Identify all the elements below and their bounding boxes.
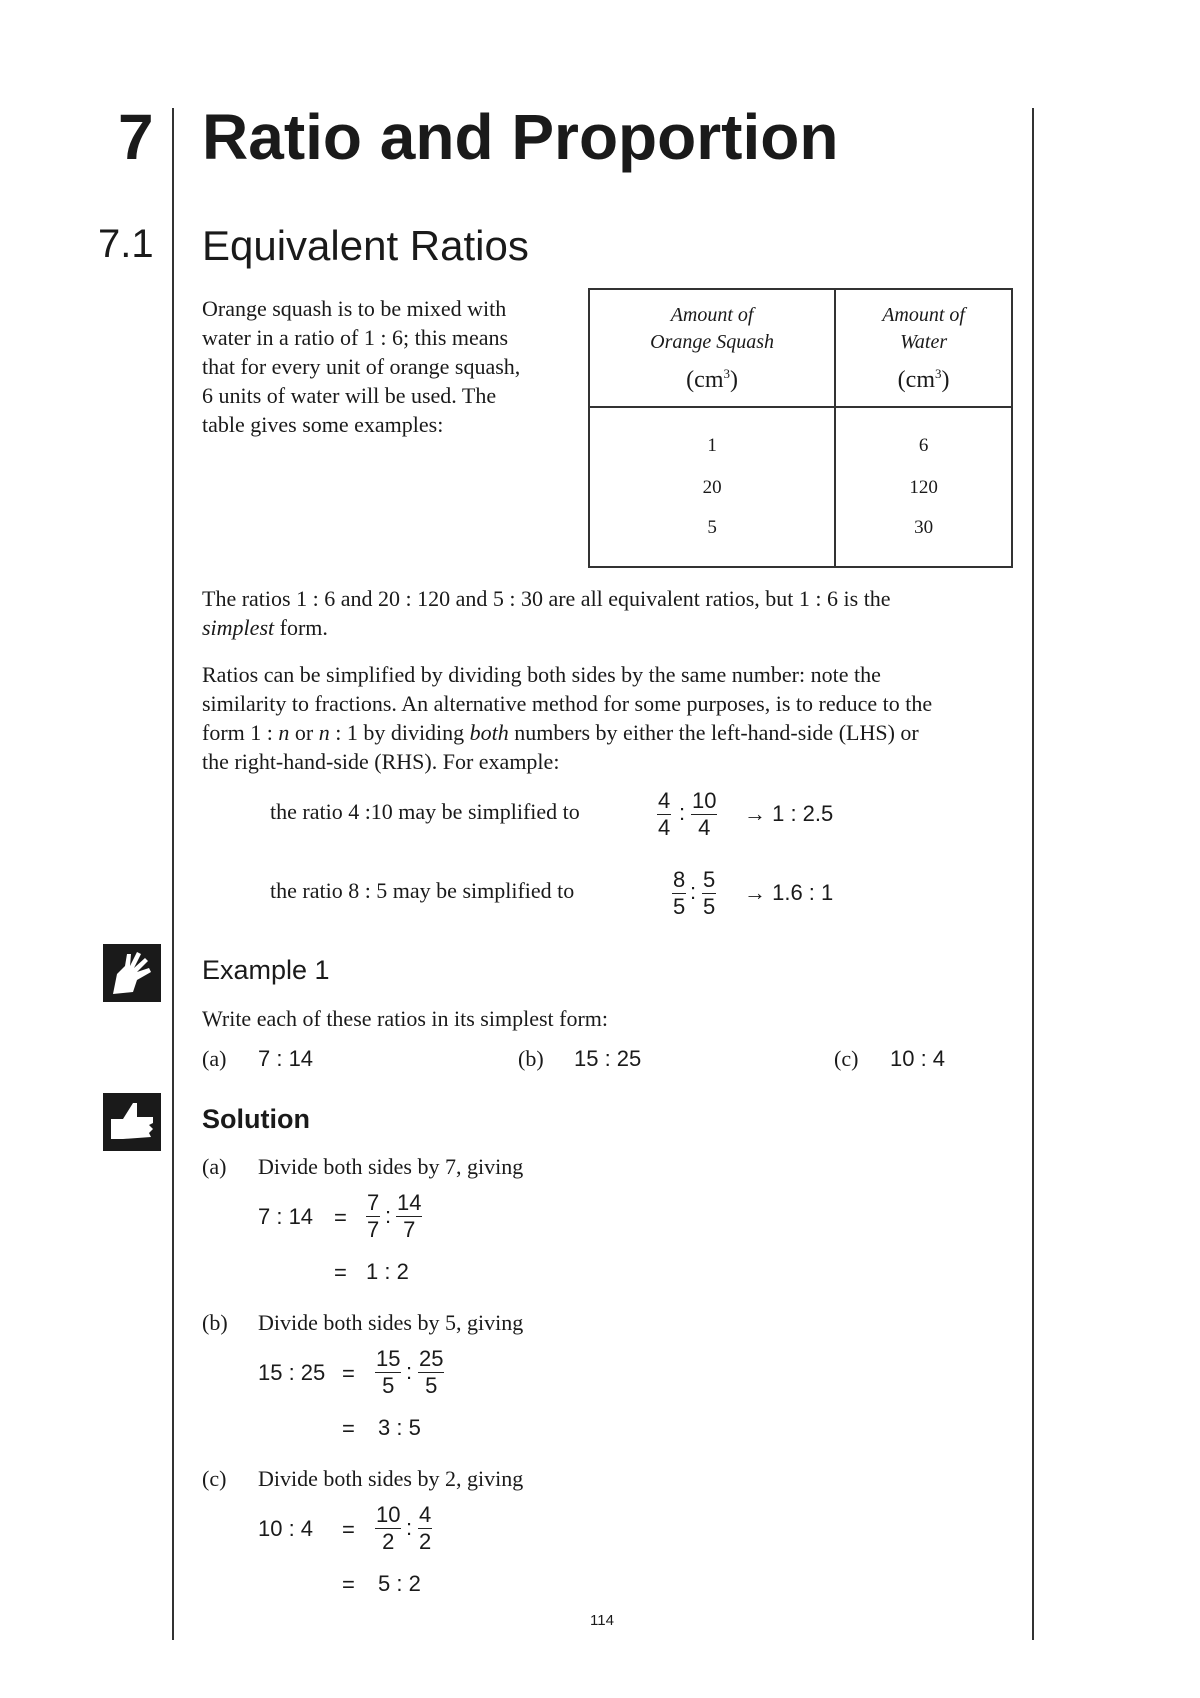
right-margin-rule: [1032, 108, 1034, 1640]
table-row: [589, 513, 1012, 567]
intro-line: 6 units of water will be used. The: [202, 383, 497, 408]
table-row: [589, 463, 1012, 513]
fraction: $\frac{25}{5}$: [419, 1346, 444, 1398]
simplification-paragraph: Ratios can be simplified by dividing both sides by the same number: note the similarity to fractions. An alternative method for some purposes, is to reduce to the form 1 : n or n : 1 by dividing both numbers by either the left-hand-side (LHS) or the right-hand-side (RHS). For example:: [202, 662, 933, 774]
intro-line: table gives some examples:: [202, 412, 444, 437]
equals-sign: =: [342, 1416, 355, 1441]
solution-result: 5 : 2: [378, 1571, 421, 1596]
table-cell: 6: [835, 407, 1012, 463]
fraction: $\frac{4}{2}$: [419, 1502, 432, 1554]
header-water: Amount of Water $(cm^3)$: [835, 289, 1012, 407]
chapter-number: 7: [118, 101, 154, 173]
table-cell: 120: [835, 463, 1012, 513]
example-part-value: 10 : 4: [890, 1046, 946, 1071]
fraction: $\frac{8}{5}$: [673, 867, 686, 919]
solution-result: 1 : 2: [366, 1259, 409, 1284]
fraction: $\frac{10}{4}$: [692, 788, 717, 840]
simplify-example-1-result: → 1 : 2.5: [744, 801, 834, 826]
equals-sign: =: [342, 1572, 355, 1597]
equals-sign: =: [334, 1205, 347, 1230]
example-part-value: 7 : 14: [258, 1046, 314, 1071]
solution-part-label: (b): [202, 1310, 228, 1335]
example-heading: Example 1: [202, 955, 330, 985]
fraction: $\frac{15}{5}$: [376, 1346, 401, 1398]
header-orange-squash: Amount of Orange Squash $(cm^3)$: [589, 289, 835, 407]
table-row: [589, 407, 1012, 463]
page-number: 114: [590, 1612, 614, 1629]
solution-lhs: 15 : 25: [258, 1360, 326, 1385]
simplify-example-2-result: → 1.6 : 1: [744, 880, 834, 905]
equals-sign: =: [342, 1361, 355, 1386]
solution-lhs: 7 : 14: [258, 1204, 314, 1229]
table-cell: 5: [707, 517, 717, 538]
squash-water-table: [588, 288, 1013, 568]
simplify-example-1-text: the ratio 4 :10 may be simplified to: [270, 799, 580, 824]
example-part-label: (b): [518, 1046, 544, 1071]
unit-label: $(cm^3)$: [686, 366, 738, 393]
ratio-colon: :: [406, 1515, 413, 1540]
fraction: $\frac{14}{7}$: [397, 1190, 422, 1242]
unit-label: $(cm^3)$: [897, 366, 950, 393]
table-cell: 20: [702, 477, 722, 498]
solution-part-text: Divide both sides by 2, giving: [258, 1466, 524, 1491]
example-part-label: (c): [834, 1046, 859, 1071]
fraction: $\frac{4}{4}$: [658, 788, 671, 840]
intro-line: that for every unit of orange squash,: [202, 354, 521, 379]
solution-heading: Solution: [202, 1104, 310, 1134]
solution-part-label: (c): [202, 1466, 227, 1491]
equals-sign: =: [334, 1260, 347, 1285]
chapter-title: Ratio and Proportion: [202, 101, 839, 173]
intro-paragraph: [202, 294, 554, 439]
hand-pointing-icon: [103, 944, 161, 1002]
table-cell: 1: [707, 435, 717, 456]
example-part-label: (a): [202, 1046, 227, 1071]
section-title: Equivalent Ratios: [202, 222, 529, 269]
fraction: $\frac{5}{5}$: [703, 867, 716, 919]
example-part-value: 15 : 25: [574, 1046, 642, 1071]
ratio-colon: :: [690, 879, 697, 904]
section-number: 7.1: [98, 222, 154, 266]
solution-lhs: 10 : 4: [258, 1516, 314, 1541]
left-margin-rule: [172, 108, 174, 1640]
ratio-colon: :: [385, 1203, 392, 1228]
solution-part-label: (a): [202, 1154, 227, 1179]
equivalent-ratios-paragraph: The ratios 1 : 6 and 20 : 120 and 5 : 30 are all equivalent ratios, but 1 : 6 is the simplest form.: [202, 586, 891, 640]
ratio-colon: :: [679, 800, 686, 825]
example-prompt: Write each of these ratios in its simplest form:: [202, 1006, 609, 1031]
intro-line: Orange squash is to be mixed with: [202, 296, 507, 321]
fraction: $\frac{10}{2}$: [376, 1502, 401, 1554]
solution-part-text: Divide both sides by 5, giving: [258, 1310, 524, 1335]
table-header-row: [589, 289, 1012, 407]
table-cell: 30: [835, 513, 1012, 567]
simplify-example-2-text: the ratio 8 : 5 may be simplified to: [270, 878, 575, 903]
intro-line: water in a ratio of 1 : 6; this means: [202, 325, 509, 350]
solution-part-text: Divide both sides by 7, giving: [258, 1154, 524, 1179]
fraction: $\frac{7}{7}$: [367, 1190, 380, 1242]
ratio-colon: :: [406, 1359, 413, 1384]
equals-sign: =: [342, 1517, 355, 1542]
solution-result: 3 : 5: [378, 1415, 421, 1440]
hand-thumbs-up-icon: [103, 1093, 161, 1151]
